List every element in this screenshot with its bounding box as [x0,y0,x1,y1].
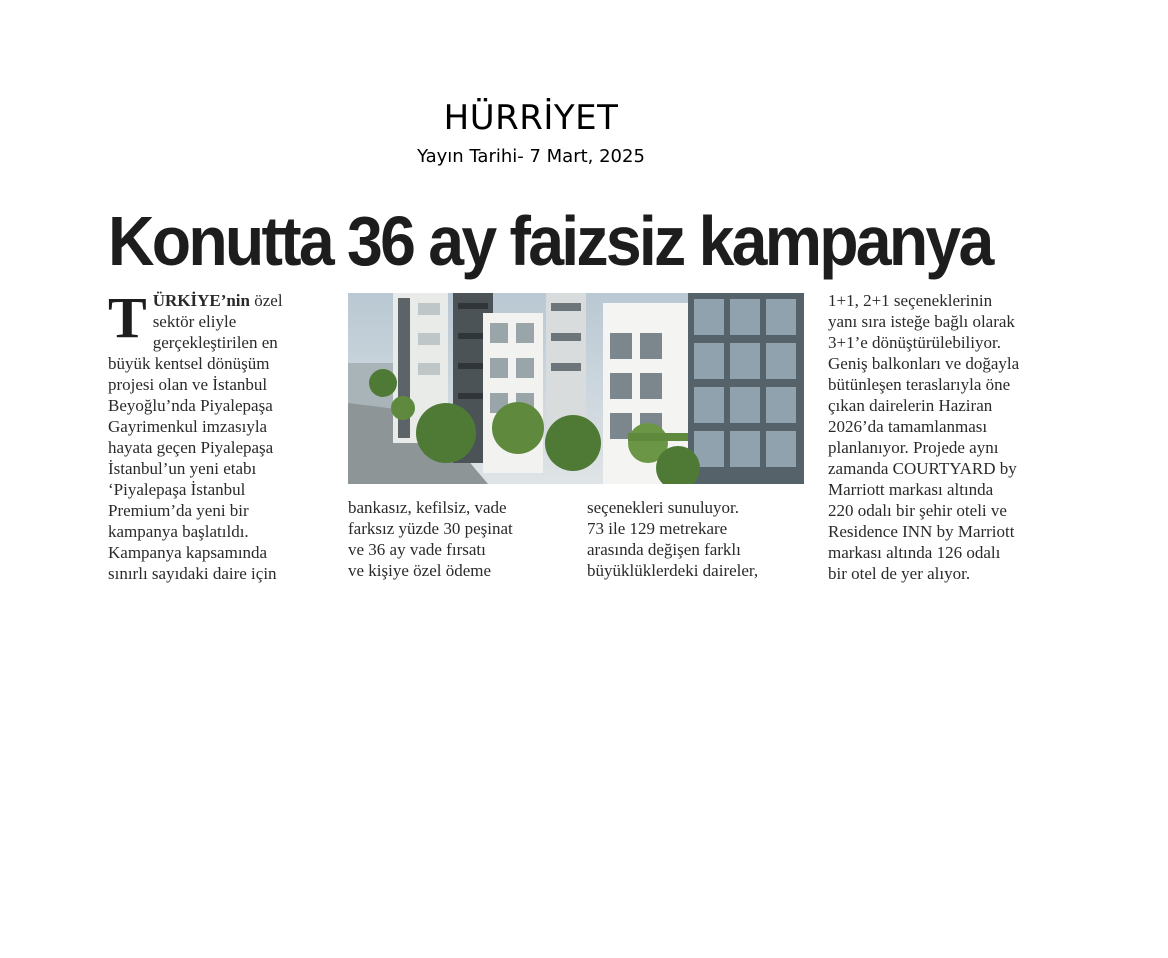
article-column-4 [828,290,1058,584]
body-line: Marriott markası altında [828,480,994,499]
body-line: Gayrimenkul imzasıyla [108,417,268,436]
body-line: sınırlı sayıdaki daire için [108,564,277,583]
body-line: arasında değişen farklı [587,540,741,559]
body-line: zamanda COURTYARD by [828,459,1017,478]
building-illustration [348,293,804,484]
body-line: sektör eliyle [152,312,237,331]
body-line: çıkan dairelerin Haziran [828,396,993,415]
publication-date: Yayın Tarihi- 7 Mart, 2025 [417,146,645,167]
body-line: ve 36 ay vade fırsatı [348,540,486,559]
body-line: yanı sıra isteğe bağlı olarak [828,312,1015,331]
body-line: büyük kentsel dönüşüm [108,354,270,373]
body-line: ‘Piyalepaşa İstanbul [108,480,246,499]
body-line: 3+1’e dönüştürülebiliyor. [828,333,1001,352]
body-line: Kampanya kapsamında [108,543,268,562]
article-photo-residential-towers [348,293,804,484]
body-line: 2026’da tamamlanması [828,417,988,436]
body-line: projesi olan ve İstanbul [108,375,268,394]
body-line: farksız yüzde 30 peşinat [348,519,513,538]
body-line: İstanbul’un yeni etabı [108,459,257,478]
body-line: bankasız, kefilsiz, vade [348,498,507,517]
body-line: 73 ile 129 metrekare [587,519,728,538]
body-line: 1+1, 2+1 seçeneklerinin [828,291,993,310]
article-column-1 [108,285,318,584]
newspaper-masthead: HÜRRİYET [443,98,619,138]
body-line: bütünleşen teraslarıyla öne [828,375,1011,394]
body-line: markası altında 126 odalı [828,543,1001,562]
body-line: Geniş balkonları ve doğayla [828,354,1020,373]
body-line: planlanıyor. Projede aynı [828,438,999,457]
body-line: Beyoğlu’nda Piyalepaşa [108,396,273,415]
body-line: ve kişiye özel ödeme [348,561,492,580]
body-line: Premium’da yeni bir [108,501,249,520]
body-line: özel [250,291,283,310]
article-column-2 [348,497,558,581]
body-line: Residence INN by Marriott [828,522,1015,541]
body-line: kampanya başlatıldı. [108,522,249,541]
drop-cap: T [108,285,147,350]
body-line: hayata geçen Piyalepaşa [108,438,274,457]
body-line: gerçekleştirilen en [152,333,278,352]
body-line: bir otel de yer alıyor. [828,564,971,583]
body-line: 220 odalı bir şehir oteli ve [828,501,1007,520]
article-headline: Konutta 36 ay faizsiz kampanya [108,202,992,280]
body-line: seçenekleri sunuluyor. [587,498,740,517]
lead-word: ÜRKİYE’nin [152,291,250,310]
article-column-3 [587,497,802,581]
body-line: büyüklüklerdeki daireler, [587,561,759,580]
